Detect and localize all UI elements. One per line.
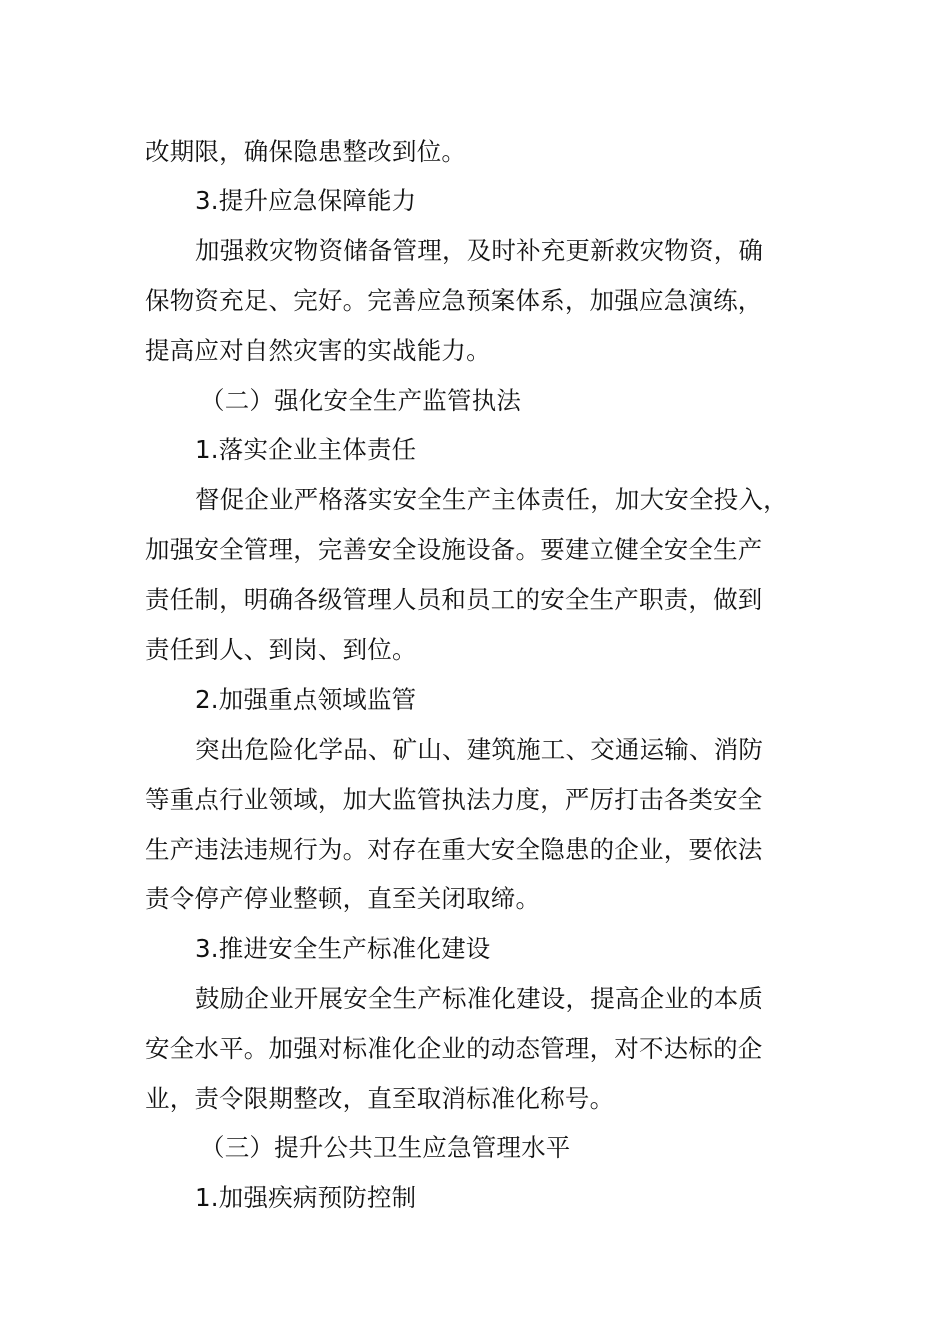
paragraph-line: 加强救灾物资储备管理，及时补充更新救灾物资，确 [195,236,764,265]
paragraph-line: 鼓励企业开展安全生产标准化建设，提高企业的本质 [195,984,764,1013]
subheading-1-disease-control: 1.加强疾病预防控制 [195,1183,417,1212]
paragraph-line: 责任到人、到岗、到位。 [145,635,417,664]
paragraph-line: 保物资充足、完好。完善应急预案体系，加强应急演练， [145,286,763,315]
subheading-3-standardization: 3.推进安全生产标准化建设 [195,934,491,963]
paragraph-line: 督促企业严格落实安全生产主体责任，加大安全投入， [195,485,788,514]
paragraph-line: 提高应对自然灾害的实战能力。 [145,336,491,365]
section-heading-3: （三）提升公共卫生应急管理水平 [200,1133,571,1162]
paragraph-continuation: 改期限，确保隐患整改到位。 [145,137,467,166]
paragraph-line: 突出危险化学品、矿山、建筑施工、交通运输、消防 [195,735,764,764]
paragraph-line: 加强安全管理，完善安全设施设备。要建立健全安全生产 [145,535,763,564]
section-heading-2: （二）强化安全生产监管执法 [200,386,522,415]
paragraph-line: 责任制，明确各级管理人员和员工的安全生产职责，做到 [145,585,763,614]
paragraph-line: 业，责令限期整改，直至取消标准化称号。 [145,1084,615,1113]
paragraph-line: 生产违法违规行为。对存在重大安全隐患的企业，要依法 [145,835,763,864]
paragraph-line: 责令停产停业整顿，直至关闭取缔。 [145,884,541,913]
subheading-1-enterprise-responsibility: 1.落实企业主体责任 [195,435,417,464]
paragraph-line: 安全水平。加强对标准化企业的动态管理，对不达标的企 [145,1034,763,1063]
subheading-2-key-areas: 2.加强重点领域监管 [195,685,417,714]
subheading-3-emergency-support: 3.提升应急保障能力 [195,186,417,215]
paragraph-line: 等重点行业领域，加大监管执法力度，严厉打击各类安全 [145,785,763,814]
